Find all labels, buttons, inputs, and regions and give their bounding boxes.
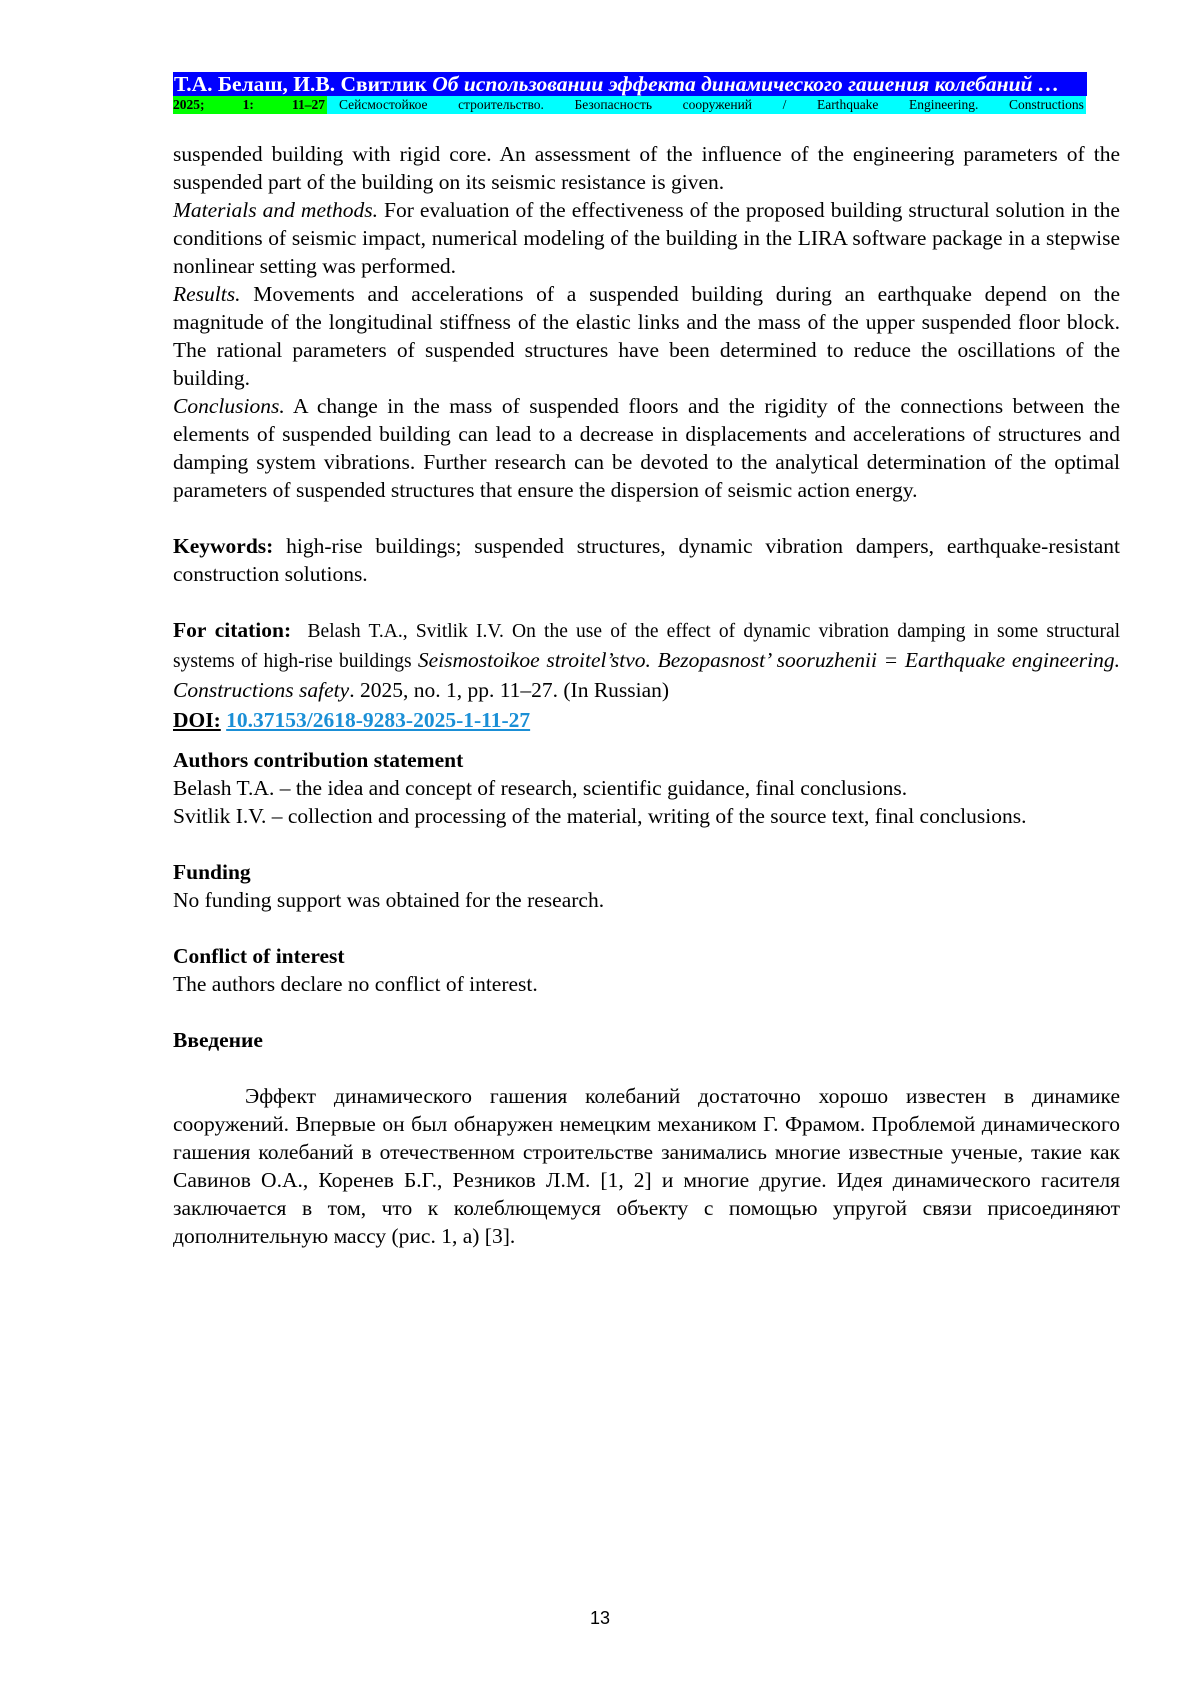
section-heading-intro: Введение	[173, 1028, 263, 1052]
page-content	[173, 72, 1120, 1250]
header-pages: 11–27	[291, 97, 325, 112]
journal-word: сооружений	[682, 97, 753, 112]
article-body	[173, 140, 1120, 1250]
abstract-methods	[173, 196, 1120, 280]
methods-label: Materials and methods.	[173, 198, 378, 222]
citation	[173, 616, 1120, 706]
abstract-conclusions	[173, 392, 1120, 504]
funding-text: No funding support was obtained for the research.	[173, 888, 605, 912]
conflict-text: The authors declare no conflict of interest.	[173, 972, 538, 996]
journal-word: Constructions	[1008, 97, 1084, 112]
citation-tail: . 2025, no. 1, pp. 11–27. (In Russian)	[349, 678, 670, 702]
keywords	[173, 532, 1120, 588]
journal-word: Earthquake	[816, 97, 879, 112]
header-issue-info	[173, 96, 327, 114]
contribution-line-2: Svitlik I.V. – collection and processing of the material, writing of the source text, final conclusions.	[173, 804, 1027, 828]
contribution-line-1: Belash T.A. – the idea and concept of research, scientific guidance, final conclusions.	[173, 776, 908, 800]
conclusions-text: A change in the mass of suspended floors and the rigidity of the connections between the elements of suspended building can lead to a decrease in displacements and accelerations of structures and damping system vibrations. Further research can be devoted to the analytical determination of the optimal parameters of suspended structures that ensure the dispersion of seismic action energy.	[173, 394, 1120, 502]
conflict-heading: Conflict of interest	[173, 944, 345, 968]
journal-word: /	[782, 97, 787, 112]
citation-text: Belash T.A., Svitlik I.V. On the use of the effect of dynamic vibration damping in some structural systems of high-rise buildings	[173, 621, 1121, 672]
results-text: Movements and accelerations of a suspended building during an earthquake depend on the magnitude of the longitudinal stiffness of the elastic links and the mass of the upper suspended floor block. The rational parameters of suspended structures have been determined to reduce the oscillations of the building.	[173, 282, 1120, 390]
header-issue: 1:	[242, 97, 254, 112]
journal-word: Безопасность	[574, 97, 652, 112]
abstract-results	[173, 280, 1120, 392]
contribution-heading: Authors contribution statement	[173, 748, 464, 772]
header-journal-name	[327, 96, 1086, 114]
keywords-text: high-rise buildings; suspended structures, dynamic vibration dampers, earthquake-resistant construction solutions.	[173, 534, 1120, 586]
doi-label: DOI:	[173, 708, 221, 732]
citation-label: For citation:	[173, 618, 292, 642]
header-authors: Т.А. Белаш, И.В. Свитлик	[174, 72, 427, 96]
keywords-label: Keywords:	[173, 534, 274, 558]
results-label: Results.	[173, 282, 241, 306]
running-header-journal	[173, 96, 1086, 114]
running-header-title	[173, 72, 1087, 96]
doi-link[interactable]: 10.37153/2618-9283-2025-1-11-27	[226, 708, 531, 732]
header-year: 2025;	[173, 97, 205, 112]
intro-paragraph: Эффект динамического гашения колебаний достаточно хорошо известен в динамике сооружений. Впервые он был обнаружен немецким механиком Г. Фрамом. Проблемой динамического гашения колебаний в отечественном строительстве занимались многие известные ученые, такие как Савинов О.А., Коренев Б.Г., Резников Л.М. [1, 2] и многие другие. Идея динамического гасителя заключается в том, что к колеблющемуся объекту с помощью упругой связи присоединяют дополнительную массу (рис. 1, а) [3].	[173, 1084, 1120, 1248]
page-number: 13	[589, 1608, 611, 1628]
doi	[173, 706, 1120, 734]
citation-journal: Seismostoikoe stroitel’stvo. Bezopasnost’ sooruzhenii = Earthquake engineering. Constructions safety	[173, 648, 1120, 702]
journal-word: строительство.	[458, 97, 544, 112]
methods-text: For evaluation of the effectiveness of the proposed building structural solution in the conditions of seismic impact, numerical modeling of the building in the LIRA software package in a stepwise nonlinear setting was performed.	[173, 198, 1120, 278]
abstract-continuation: suspended building with rigid core. An assessment of the influence of the engineering parameters of the suspended part of the building on its seismic resistance is given.	[173, 142, 1120, 194]
header-article-title: Об использовании эффекта динамического гашения колебаний …	[432, 72, 1060, 96]
journal-word: Сейсмостойкое	[339, 97, 428, 112]
funding-heading: Funding	[173, 860, 251, 884]
conclusions-label: Conclusions.	[173, 394, 285, 418]
journal-word: Engineering.	[909, 97, 979, 112]
